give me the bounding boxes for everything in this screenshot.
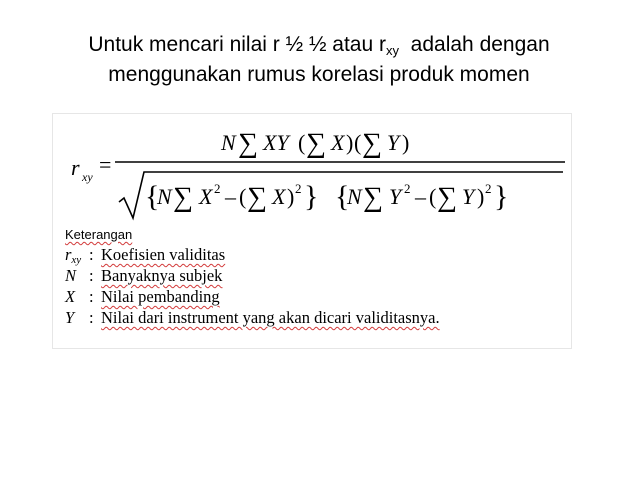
legend-symbol-letter: X [65, 287, 76, 306]
title-line-1 [0, 30, 638, 60]
den-close-2: ) [477, 184, 485, 209]
legend-item [65, 265, 570, 286]
legend-description: Koefisien validitas [101, 245, 226, 264]
legend-symbol-letter: N [65, 266, 77, 285]
legend-colon: : [89, 245, 94, 264]
den-n-2: N [347, 184, 362, 209]
num-sigma-3: ∑ [362, 128, 382, 159]
legend-item [65, 307, 570, 328]
num-open-1: ( [298, 130, 306, 155]
legend-colon: : [89, 308, 94, 327]
den-y-2: Y [462, 184, 475, 209]
legend-symbol-letter: Y [65, 308, 75, 327]
num-open-2: ( [354, 130, 362, 155]
den-sigma-4: ∑ [437, 182, 457, 213]
den-sq-3: 2 [404, 181, 411, 196]
formula-image [53, 114, 571, 348]
den-minus-1: – [225, 184, 236, 209]
legend-symbol [65, 265, 89, 286]
den-open-2: ( [429, 184, 437, 209]
den-x-1: X [199, 184, 213, 209]
num-close-1: ) [346, 130, 354, 155]
den-close-1: ) [287, 184, 295, 209]
den-sq-4: 2 [485, 181, 492, 196]
legend-symbol-subscript: xy [71, 254, 82, 266]
title-line-1-end: adalah dengan [399, 33, 550, 56]
legend-description: Banyaknya subjek [101, 266, 223, 285]
num-n: N [221, 130, 236, 155]
legend-description: Nilai dari instrument yang akan dicari validitasnya. [101, 308, 440, 327]
den-brace-open-2: { [335, 180, 350, 213]
equals-sign: = [99, 152, 112, 177]
legend [65, 226, 570, 328]
legend-item [65, 244, 570, 265]
slide-title [0, 30, 638, 90]
den-open-1: ( [239, 184, 247, 209]
legend-symbol [65, 307, 89, 328]
legend-colon: : [89, 266, 94, 285]
den-sigma-1: ∑ [173, 182, 193, 213]
den-minus-2: – [415, 184, 426, 209]
formula-svg [53, 114, 571, 226]
den-n-1: N [157, 184, 172, 209]
legend-symbol [65, 244, 89, 265]
legend-heading: Keterangan [65, 227, 133, 242]
den-brace-open-1: { [145, 180, 160, 213]
title-line-2: menggunakan rumus korelasi produk momen [108, 63, 530, 86]
den-y-1: Y [389, 184, 402, 209]
den-x-2: X [272, 184, 286, 209]
den-brace-close-2: } [494, 180, 509, 213]
den-sigma-3: ∑ [363, 182, 383, 213]
legend-symbol [65, 286, 89, 307]
legend-symbol-letter: r [65, 245, 72, 264]
legend-colon: : [89, 287, 94, 306]
den-sq-1: 2 [214, 181, 221, 196]
num-sigma-2: ∑ [306, 128, 326, 159]
den-sigma-2: ∑ [247, 182, 267, 213]
den-sq-2: 2 [295, 181, 302, 196]
title-line-1-start: Untuk mencari nilai r ½ ½ atau r [88, 33, 386, 56]
legend-item [65, 286, 570, 307]
num-xy: XY [263, 130, 289, 155]
num-x: X [331, 130, 345, 155]
lhs-subscript: xy [82, 170, 93, 184]
num-close-2: ) [402, 130, 410, 155]
num-y: Y [387, 130, 400, 155]
den-brace-close-1: } [304, 180, 319, 213]
lhs-r: r [71, 155, 80, 180]
title-subscript-xy: xy [386, 43, 399, 58]
num-sigma-1: ∑ [238, 128, 258, 159]
legend-description: Nilai pembanding [101, 287, 220, 306]
